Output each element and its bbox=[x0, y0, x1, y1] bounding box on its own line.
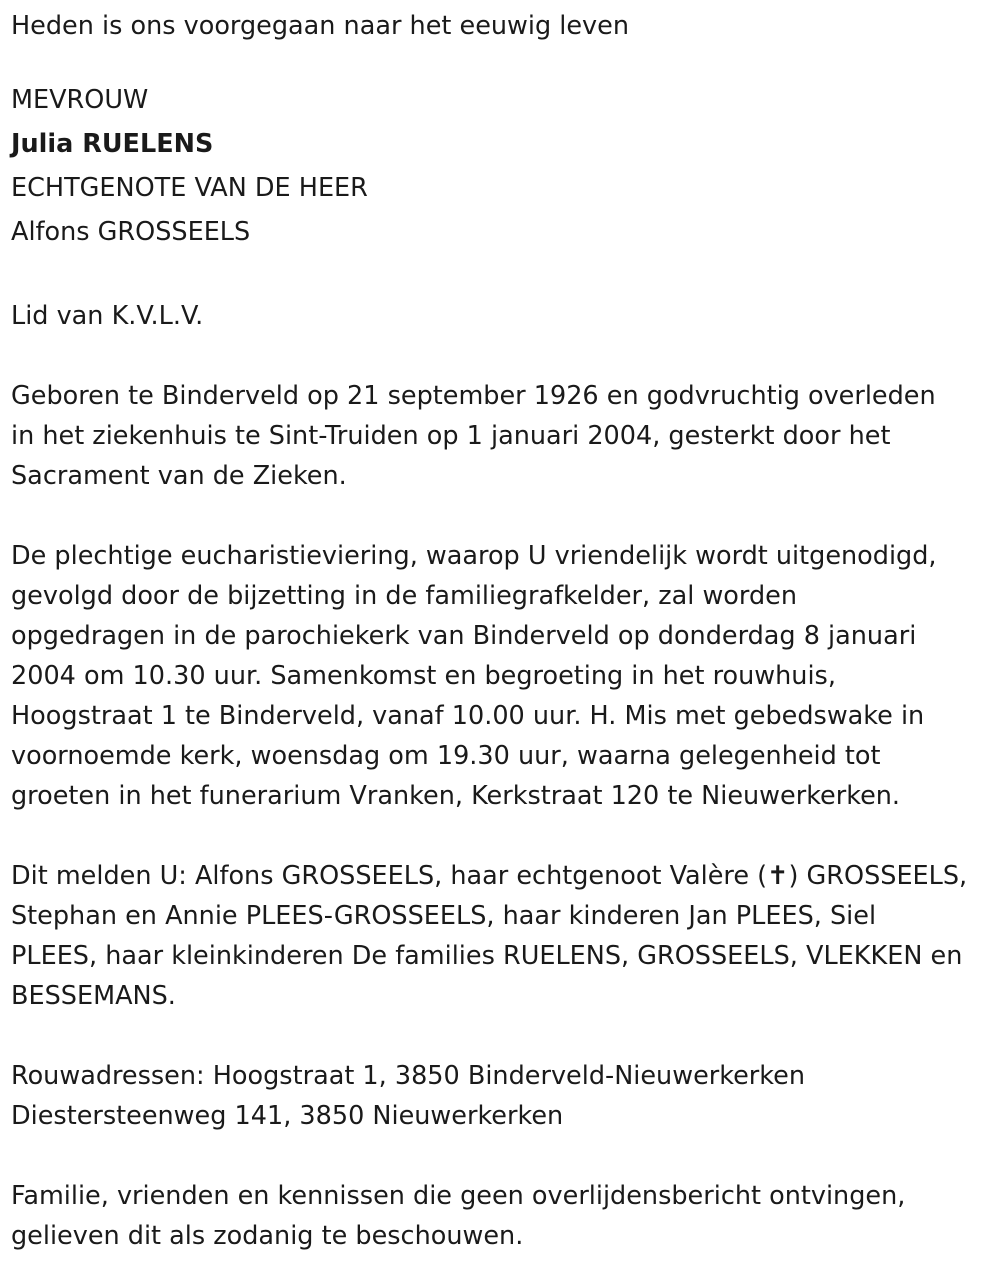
family-paragraph bbox=[11, 856, 991, 1016]
spacer bbox=[11, 46, 991, 80]
title-line: MEVROUW bbox=[11, 85, 149, 115]
paragraph-line: 2004 om 10.30 uur. Samenkomst en begroeting in het rouwhuis, bbox=[11, 661, 836, 691]
paragraph-line: De plechtige eucharistieviering, waarop U vriendelijk wordt uitgenodigd, bbox=[11, 541, 937, 571]
addresses-paragraph bbox=[11, 1056, 991, 1136]
closing-paragraph bbox=[11, 1176, 991, 1256]
paragraph-line: Sacrament van de Zieken. bbox=[11, 461, 347, 491]
paragraph-line: gelieven dit als zodanig te beschouwen. bbox=[11, 1221, 524, 1251]
paragraph-line: Familie, vrienden en kennissen die geen overlijdensbericht ontvingen, bbox=[11, 1181, 906, 1211]
obituary-notice bbox=[11, 6, 991, 1256]
spacer bbox=[11, 816, 991, 856]
ceremony-paragraph bbox=[11, 536, 991, 816]
spouse-name: Alfons GROSSEELS bbox=[11, 217, 251, 247]
spacer bbox=[11, 1136, 991, 1176]
birth-death-paragraph bbox=[11, 376, 991, 496]
membership-line: Lid van K.V.L.V. bbox=[11, 301, 204, 331]
deceased-name: Julia RUELENS bbox=[11, 129, 214, 159]
paragraph-line: voornoemde kerk, woensdag om 19.30 uur, waarna gelegenheid tot bbox=[11, 741, 881, 771]
paragraph-line: Dit melden U: Alfons GROSSEELS, haar echtgenoot Valère (✝) GROSSEELS, bbox=[11, 861, 968, 891]
spacer bbox=[11, 256, 991, 296]
paragraph-line: in het ziekenhuis te Sint-Truiden op 1 januari 2004, gesterkt door het bbox=[11, 421, 891, 451]
paragraph-line: PLEES, haar kleinkinderen De families RUELENS, GROSSEELS, VLEKKEN en bbox=[11, 941, 963, 971]
relation-line: ECHTGENOTE VAN DE HEER bbox=[11, 173, 368, 203]
paragraph-line: Geboren te Binderveld op 21 september 1926 en godvruchtig overleden bbox=[11, 381, 936, 411]
paragraph-line: Stephan en Annie PLEES-GROSSEELS, haar kinderen Jan PLEES, Siel bbox=[11, 901, 877, 931]
paragraph-line: opgedragen in de parochiekerk van Binderveld op donderdag 8 januari bbox=[11, 621, 917, 651]
paragraph-line: gevolgd door de bijzetting in de familiegrafkelder, zal worden bbox=[11, 581, 797, 611]
paragraph-line: Diestersteenweg 141, 3850 Nieuwerkerken bbox=[11, 1101, 564, 1131]
spacer bbox=[11, 336, 991, 376]
paragraph-line: groeten in het funerarium Vranken, Kerkstraat 120 te Nieuwerkerken. bbox=[11, 781, 901, 811]
spacer bbox=[11, 1016, 991, 1056]
intro-line: Heden is ons voorgegaan naar het eeuwig leven bbox=[11, 11, 629, 41]
paragraph-line: BESSEMANS. bbox=[11, 981, 176, 1011]
paragraph-line: Hoogstraat 1 te Binderveld, vanaf 10.00 uur. H. Mis met gebedswake in bbox=[11, 701, 925, 731]
spacer bbox=[11, 496, 991, 536]
paragraph-line: Rouwadressen: Hoogstraat 1, 3850 Binderveld-Nieuwerkerken bbox=[11, 1061, 805, 1091]
